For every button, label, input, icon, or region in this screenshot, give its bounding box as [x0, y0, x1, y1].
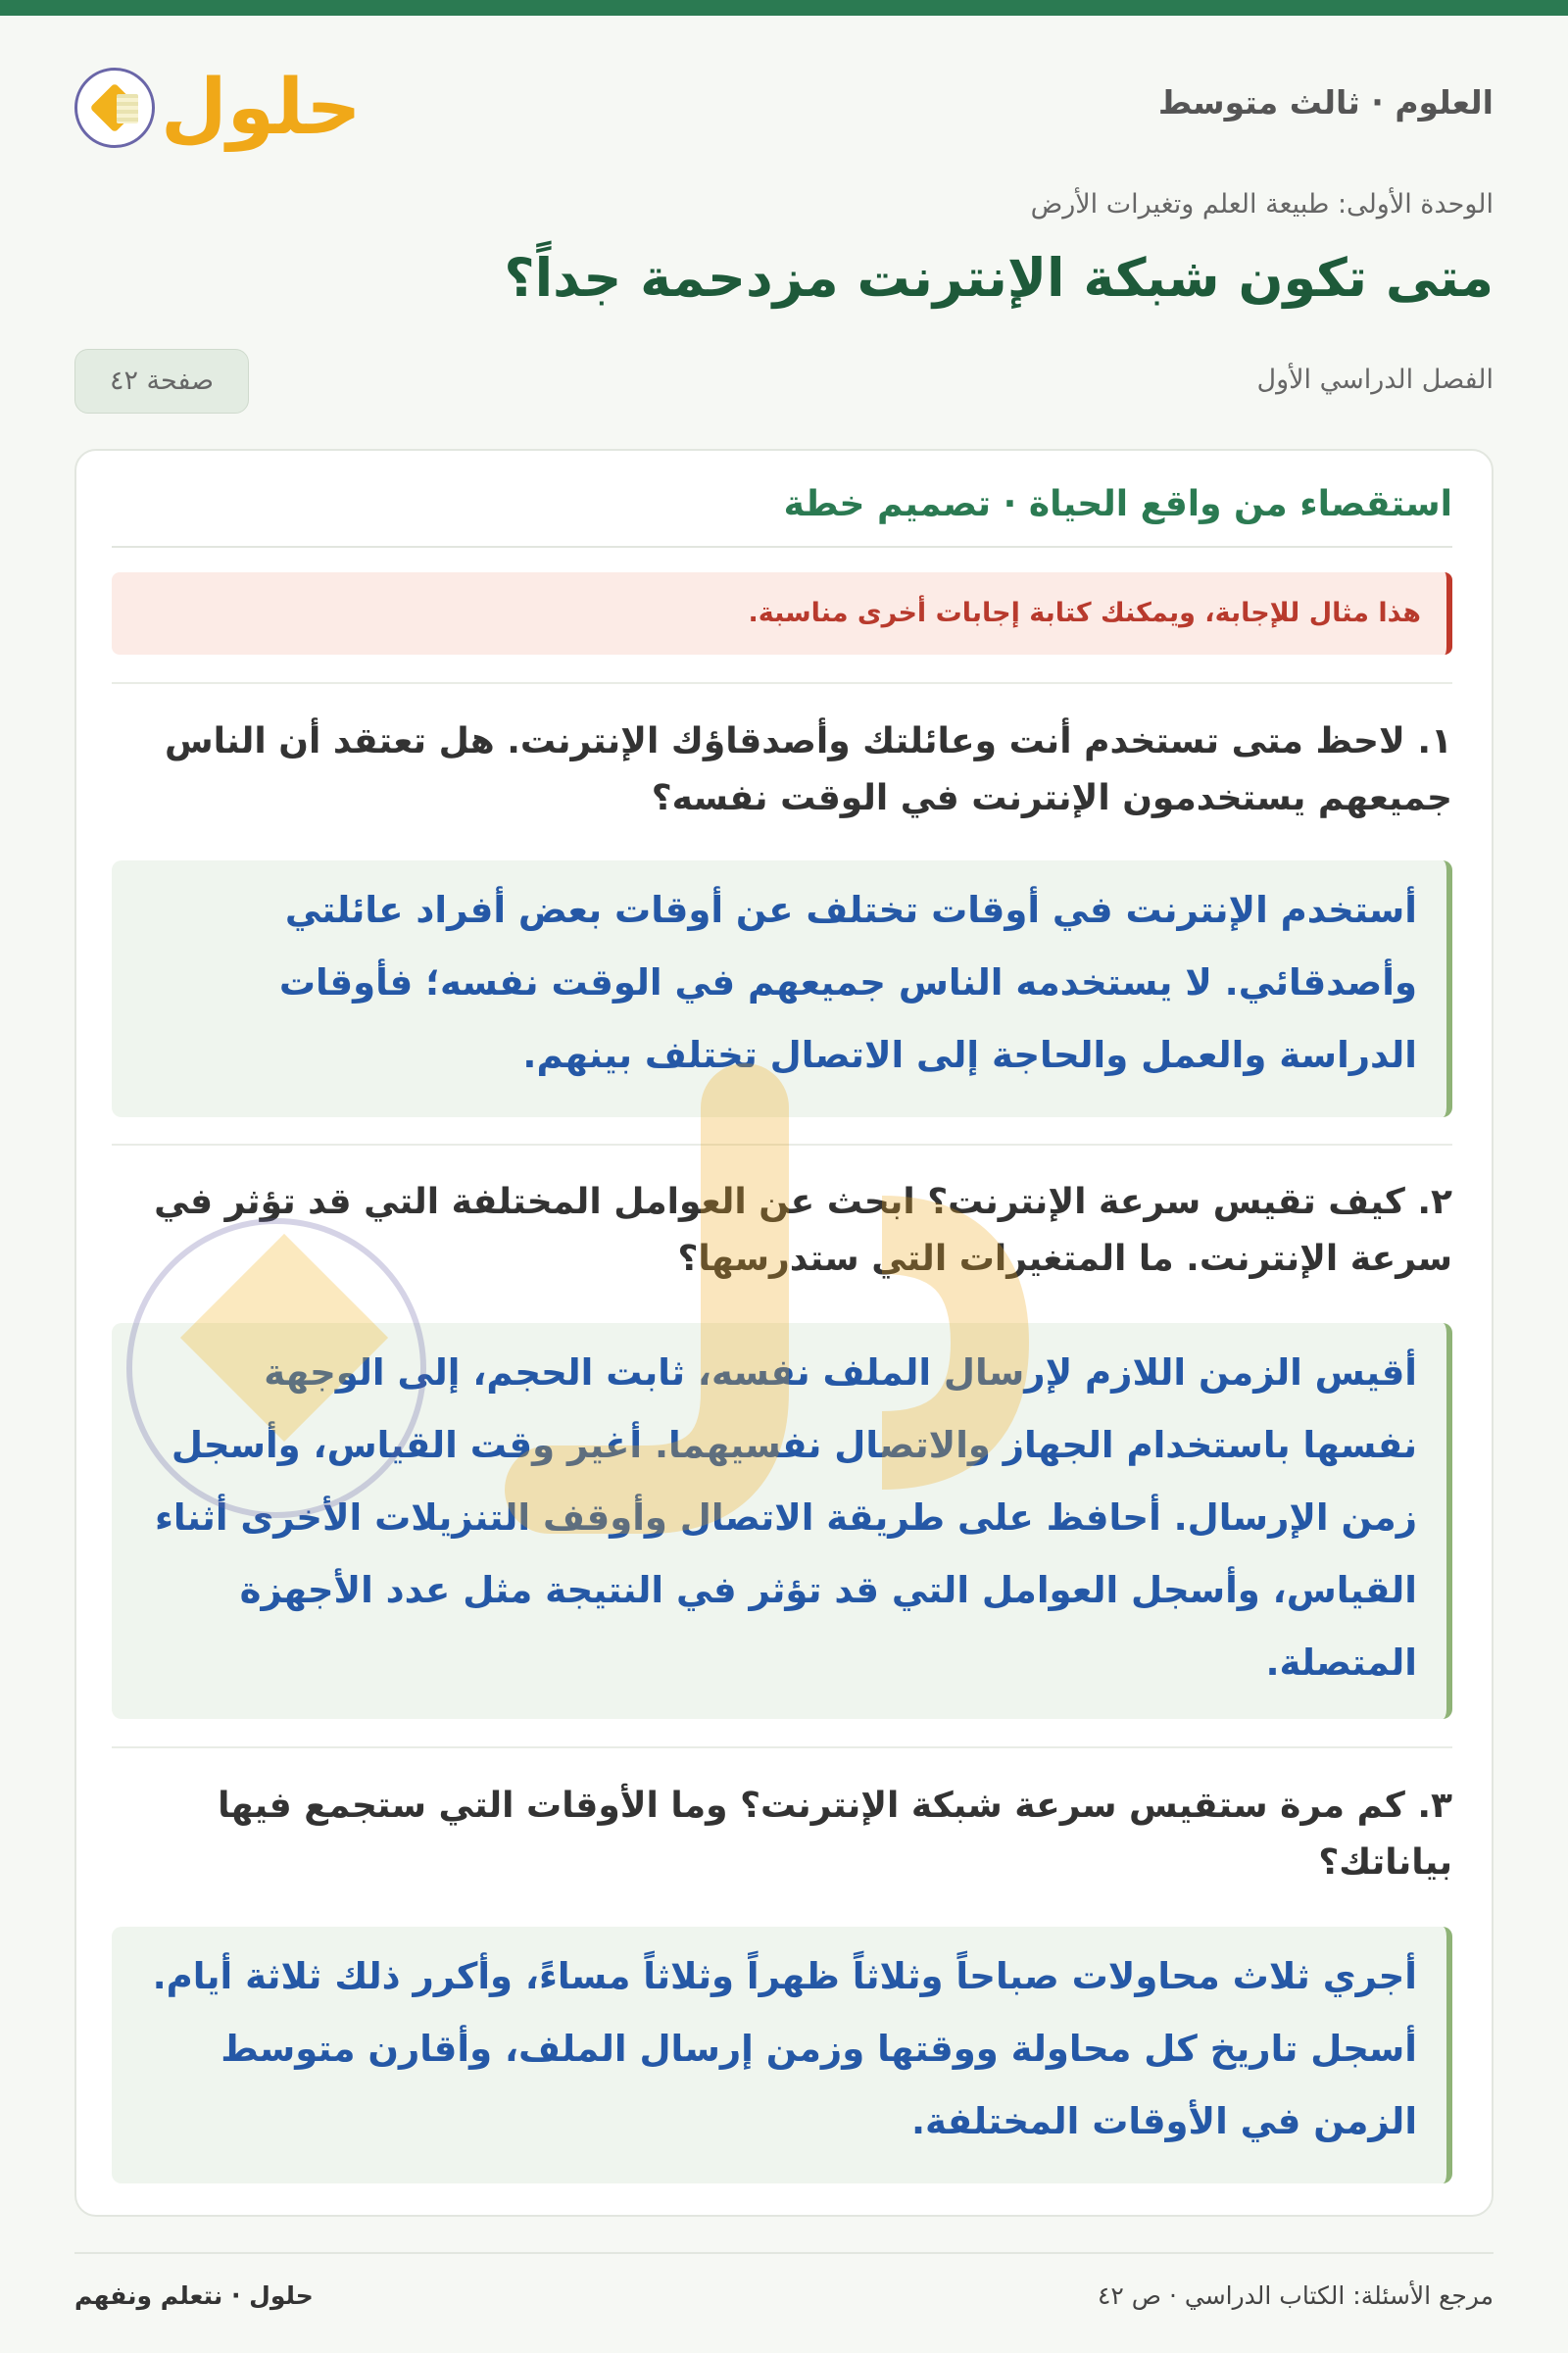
answer-3: أجري ثلاث محاولات صباحاً وثلاثاً ظهراً وثلاثاً مساءً، وأكرر ذلك ثلاثة أيام. أسجل تاريخ كل محاولة ووقتها وزمن إرسال الملف، وأقارن متوسط الزمن في الأوقات المختلفة. — [112, 1927, 1452, 2183]
answer-2: أقيس الزمن اللازم لإرسال الملف نفسه، ثابت الحجم، إلى الوجهة نفسها باستخدام الجهاز والاتصال نفسيهما. أغير وقت القياس، وأسجل زمن الإرسال. أحافظ على طريقة الاتصال وأوقف التنزيلات الأخرى أثناء القياس، وأسجل العوامل التي قد تؤثر في النتيجة مثل عدد الأجهزة المتصلة. — [112, 1323, 1452, 1719]
question-3: ٣. كم مرة ستقيس سرعة شبكة الإنترنت؟ وما الأوقات التي ستجمع فيها بياناتك؟ — [218, 1786, 1452, 1883]
footer-brand: حلول · نتعلم ونفهم — [74, 2281, 314, 2310]
question-1: ١. لاحظ متى تستخدم أنت وعائلتك وأصدقاؤك الإنترنت. هل تعتقد أن الناس جميعهم يستخدمون الإنترنت في الوقت نفسه؟ — [164, 721, 1452, 818]
logo-wordmark: حلول — [161, 64, 362, 152]
page-header — [74, 54, 1494, 162]
card-title: استقصاء من واقع الحياة · تصميم خطة — [783, 484, 1452, 524]
page-number-badge: صفحة ٤٢ — [74, 349, 249, 414]
footer-divider — [74, 2252, 1494, 2254]
hulul-logo[interactable] — [74, 54, 362, 162]
investigation-card — [74, 449, 1494, 2217]
answer-1: أستخدم الإنترنت في أوقات تختلف عن أوقات بعض أفراد عائلتي وأصدقائي. لا يستخدمه الناس جميعهم في الوقت نفسه؛ فأوقات الدراسة والعمل والحاجة إلى الاتصال تختلف بينهم. — [112, 860, 1452, 1117]
section-divider — [112, 1746, 1452, 1748]
logo-emblem-icon — [74, 68, 155, 148]
section-divider — [112, 682, 1452, 684]
section-divider — [112, 1144, 1452, 1146]
answer-note: هذا مثال للإجابة، ويمكنك كتابة إجابات أخرى مناسبة. — [112, 572, 1452, 655]
page-title: متى تكون شبكة الإنترنت مزدحمة جداً؟ — [504, 247, 1494, 309]
top-accent-bar — [0, 0, 1568, 16]
logo-book-icon — [117, 94, 138, 123]
subject-label: العلوم · ثالث متوسط — [1157, 83, 1494, 122]
card-divider — [112, 546, 1452, 548]
term-label: الفصل الدراسي الأول — [1256, 365, 1494, 395]
footer-reference: مرجع الأسئلة: الكتاب الدراسي · ص ٤٢ — [1097, 2281, 1494, 2310]
unit-label: الوحدة الأولى: طبيعة العلم وتغيرات الأرض — [1030, 189, 1494, 220]
question-2: ٢. كيف تقيس سرعة الإنترنت؟ ابحث عن العوامل المختلفة التي قد تؤثر في سرعة الإنترنت. ما المتغيرات التي ستدرسها؟ — [154, 1182, 1452, 1279]
